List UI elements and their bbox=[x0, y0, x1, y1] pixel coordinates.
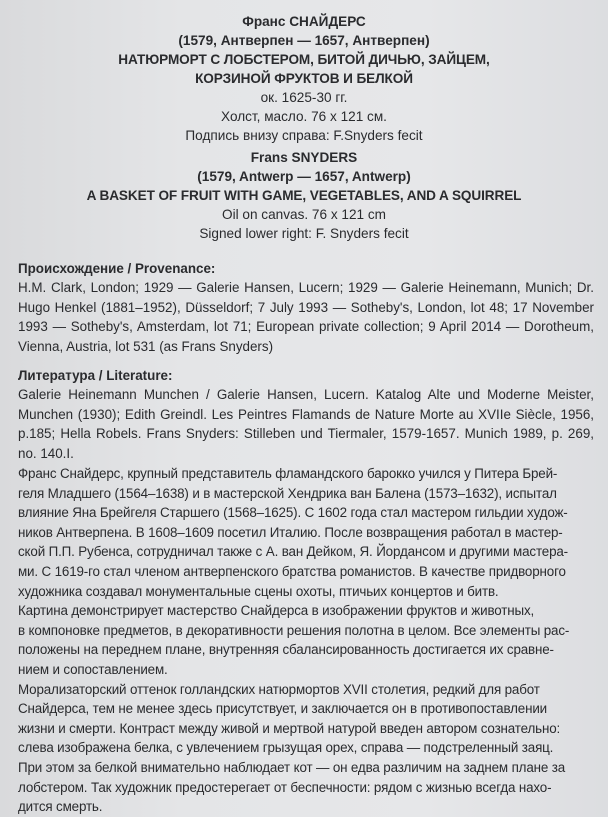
english-header bbox=[0, 148, 608, 243]
description-line: нием и сопоставлением. bbox=[18, 661, 168, 677]
provenance-section bbox=[18, 259, 594, 356]
russian-header bbox=[0, 12, 608, 145]
description-line: художника создавал монументальные сцены охоты, птичьих концертов и битв. bbox=[18, 583, 499, 599]
ru-artist-name: Франс СНАЙДЕРС bbox=[242, 14, 366, 29]
description-line: слева изображена белка, с увлечением грызущая орех, справа — подстреленный заяц. bbox=[18, 740, 554, 756]
description-line: ми. С 1619-го стал членом антверпенского братства романистов. В качестве придворного bbox=[18, 563, 566, 579]
en-signature: Signed lower right: F. Snyders fecit bbox=[199, 226, 409, 241]
ru-artist-dates: (1579, Антверпен — 1657, Антверпен) bbox=[178, 33, 430, 48]
en-artist-dates: (1579, Antwerp — 1657, Antwerp) bbox=[197, 169, 411, 184]
description-line: положены на переднем плане, внутренняя сбалансированность достигается их сравне- bbox=[18, 642, 554, 658]
en-artist-name: Frans SNYDERS bbox=[250, 150, 358, 165]
description-line: ников Антверпена. В 1608–1609 посетил Италию. После возвращения работал в мастер- bbox=[18, 524, 563, 540]
description-line: дится смерть. bbox=[18, 799, 103, 815]
provenance-heading: Происхождение / Provenance: bbox=[18, 261, 216, 276]
description-line: Картина демонстрирует мастерство Снайдерса в изображении фруктов и животных, bbox=[18, 603, 535, 619]
description-line: в компоновке предметов, в декоративности решения полотна в целом. Все элементы рас- bbox=[18, 622, 570, 638]
en-title: A BASKET OF FRUIT WITH GAME, VEGETABLES, AND A SQUIRREL bbox=[86, 188, 522, 203]
ru-medium: Холст, масло. 76 x 121 см. bbox=[221, 109, 387, 124]
description-line: ской П.П. Рубенса, сотрудничал также с А. ван Дейком, Я. Йордансом и другими мастера- bbox=[18, 544, 568, 560]
literature-section bbox=[18, 366, 594, 463]
description-line: влияние Яна Брейгеля Старшего (1568–1625). С 1602 года стал мастером гильдии худож- bbox=[18, 505, 568, 521]
ru-signature: Подпись внизу справа: F.Snyders fecit bbox=[185, 128, 423, 143]
literature-heading: Литература / Literature: bbox=[18, 368, 173, 383]
description-line: Франс Снайдерс, крупный представитель фламандского барокко учился у Питера Брей- bbox=[18, 466, 558, 481]
ru-title-line-2: КОРЗИНОЙ ФРУКТОВ И БЕЛКОЙ bbox=[195, 71, 413, 86]
description-line: Снайдерса, тем не менее здесь присутствует, и заключается он в противопоставлении bbox=[18, 701, 547, 717]
description-line: жизни и смерти. Контраст между живой и мертвой натурой введен автором сознательно: bbox=[18, 720, 561, 736]
provenance-text: H.M. Clark, London; 1929 — Galerie Hansen, Lucern; 1929 — Galerie Heinemann, Munich; Dr. Hugo Henkel (1881–1952), Düsseldorf; 7 July 1993 — Sotheby's, London, lot 48; 17 November 1993 — Sotheby's, Amsterdam, lot 71; European private collection; 9 April 2014 — Dorotheum, Vienna, Austria, lot 531 (as Frans Snyders) bbox=[18, 280, 594, 354]
description-line: лобстером. Так художник предостерегает от беспечности: рядом с жизнью всегда нахо- bbox=[18, 779, 552, 795]
literature-text: Galerie Heinemann Munchen / Galerie Hansen, Lucern. Katalog Alte und Moderne Meister, Munchen (1930); Edith Greindl. Les Peintres Flamands de Nature Morte au XVIIe Siècle, 1956, p.185; Hella Robels. Frans Snyders: Stilleben und Tiermaler, 1579-1657. Munich 1989, p. 269, no. 140.I. bbox=[18, 387, 594, 461]
description-text bbox=[18, 464, 594, 817]
description-line: При этом за белкой внимательно наблюдает кот — он едва различим на заднем плане за bbox=[18, 759, 566, 775]
description-line: геля Младшего (1564–1638) и в мастерской Хендрика ван Балена (1573–1632), испытал bbox=[18, 485, 557, 501]
ru-title-line-1: НАТЮРМОРТ С ЛОБСТЕРОМ, БИТОЙ ДИЧЬЮ, ЗАЙЦЕМ, bbox=[118, 52, 490, 67]
description-line: Морализаторский оттенок голландских натюрмортов XVII столетия, редкий для работ bbox=[18, 681, 540, 697]
en-medium: Oil on canvas. 76 x 121 cm bbox=[222, 207, 386, 222]
ru-date-made: ок. 1625-30 гг. bbox=[260, 90, 348, 105]
